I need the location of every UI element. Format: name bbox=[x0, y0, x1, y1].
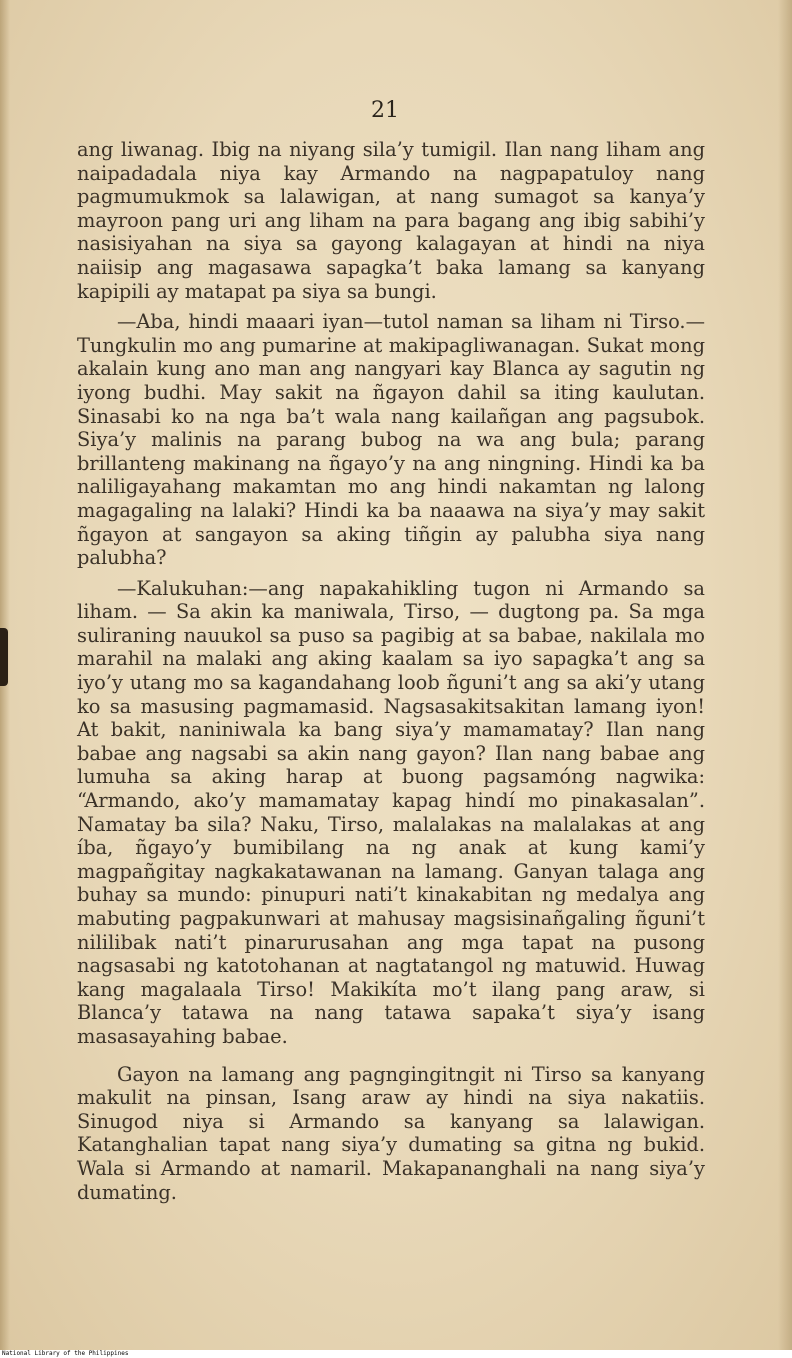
page-number: 21 bbox=[371, 98, 399, 123]
paragraph-2: —Aba, hindi maaari iyan—tutol naman sa liham ni Tirso.—Tungkulin mo ang pumarine at makipagliwanagan. Sukat mong akalain kung ano man ang nangyari kay Blanca ay sagutin ng iyong budhi. May sakit na ñgayon dahil sa iting kaulutan. Sinasabi ko na nga ba’t wala nang kailañgan ang pagsubok. Siya’y malinis na parang bubog na wa ang bula; parang brillanteng makinang na ñgayo’y na ang ningning. Hindi ka ba naliligayahang makamtan mo ang hindi nakamtan ng lalong magagaling na lalaki? Hindi ka ba naaawa na siya’y may sakit ñgayon at sangayon sa aking tiñgin ay palubha siya nang palubha? bbox=[77, 310, 705, 570]
margin-ink-mark bbox=[0, 628, 8, 686]
paragraph-3: —Kalukuhan:—ang napakahikling tugon ni Armando sa liham. — Sa akin ka maniwala, Tirso, — dugtong pa. Sa mga suliraning nauukol sa puso sa pagibig at sa babae, nakilala mo marahil na malaki ang aking kaalam sa iyo sapagka’t ang sa iyo’y utang mo sa kagandahang loob ñguni’t ang sa aki’y utang ko sa masusing pagmamasid. Nagsasakitsakitan lamang iyon! At bakit, naniniwala ka bang siya’y mamamatay? Ilan nang babae ang nagsabi sa akin nang gayon? Ilan nang babae ang lumuha sa aking harap at buong pagsamóng nagwika: “Armando, ako’y mamamatay kapag hindí mo pinakasalan”. Namatay ba sila? Naku, Tirso, malalakas na malalakas at ang íba, ñgayo’y bumibilang na ng anak at kung kami’y magpañgitay nagkakatawanan na lamang. Ganyan talaga ang buhay sa mundo: pinupuri nati’t kinakabitan ng medalya ang mabuting pagpakunwari at mahusay magsisinañgaling ñguni’t nililibak nati’t pinarurusahan ang mga tapat na pusong nagsasabi ng katotohanan at nagtatangol ng matuwid. Huwag kang magalaala Tirso! Makikíta mo’t ilang pang araw, si Blanca’y tatawa na nang tatawa sapaka’t siya’y isang masasayahing babae. bbox=[77, 576, 705, 1048]
library-footer: National Library of the Philippines bbox=[2, 1350, 129, 1357]
page-body-text bbox=[77, 138, 705, 1204]
paragraph-1: ang liwanag. Ibig na niyang sila’y tumigil. Ilan nang liham ang naipadadala niya kay Armando na nagpapatuloy nang pagmumukmok sa lalawigan, at nang sumagot sa kanya’y mayroon pang uri ang liham na para bagang ang ibig sabihi’y nasisiyahan na siya sa gayong kalagayan at hindi na niya naiisip ang magasawa sapagka’t baka lamang sa kanyang kapipili ay matapat pa siya sa bungi. bbox=[77, 138, 705, 303]
page-edge-shadow-right bbox=[778, 0, 792, 1350]
paragraph-4: Gayon na lamang ang pagngingitngit ni Tirso sa kanyang makulit na pinsan, Isang araw ay hindi na siya nakatiis. Sinugod niya si Armando sa kanyang sa lalawigan. Katanghalian tapat nang siya’y dumating sa gitna ng bukid. Wala si Armando at namaril. Makapananghali na nang siya’y dumating. bbox=[77, 1062, 705, 1204]
